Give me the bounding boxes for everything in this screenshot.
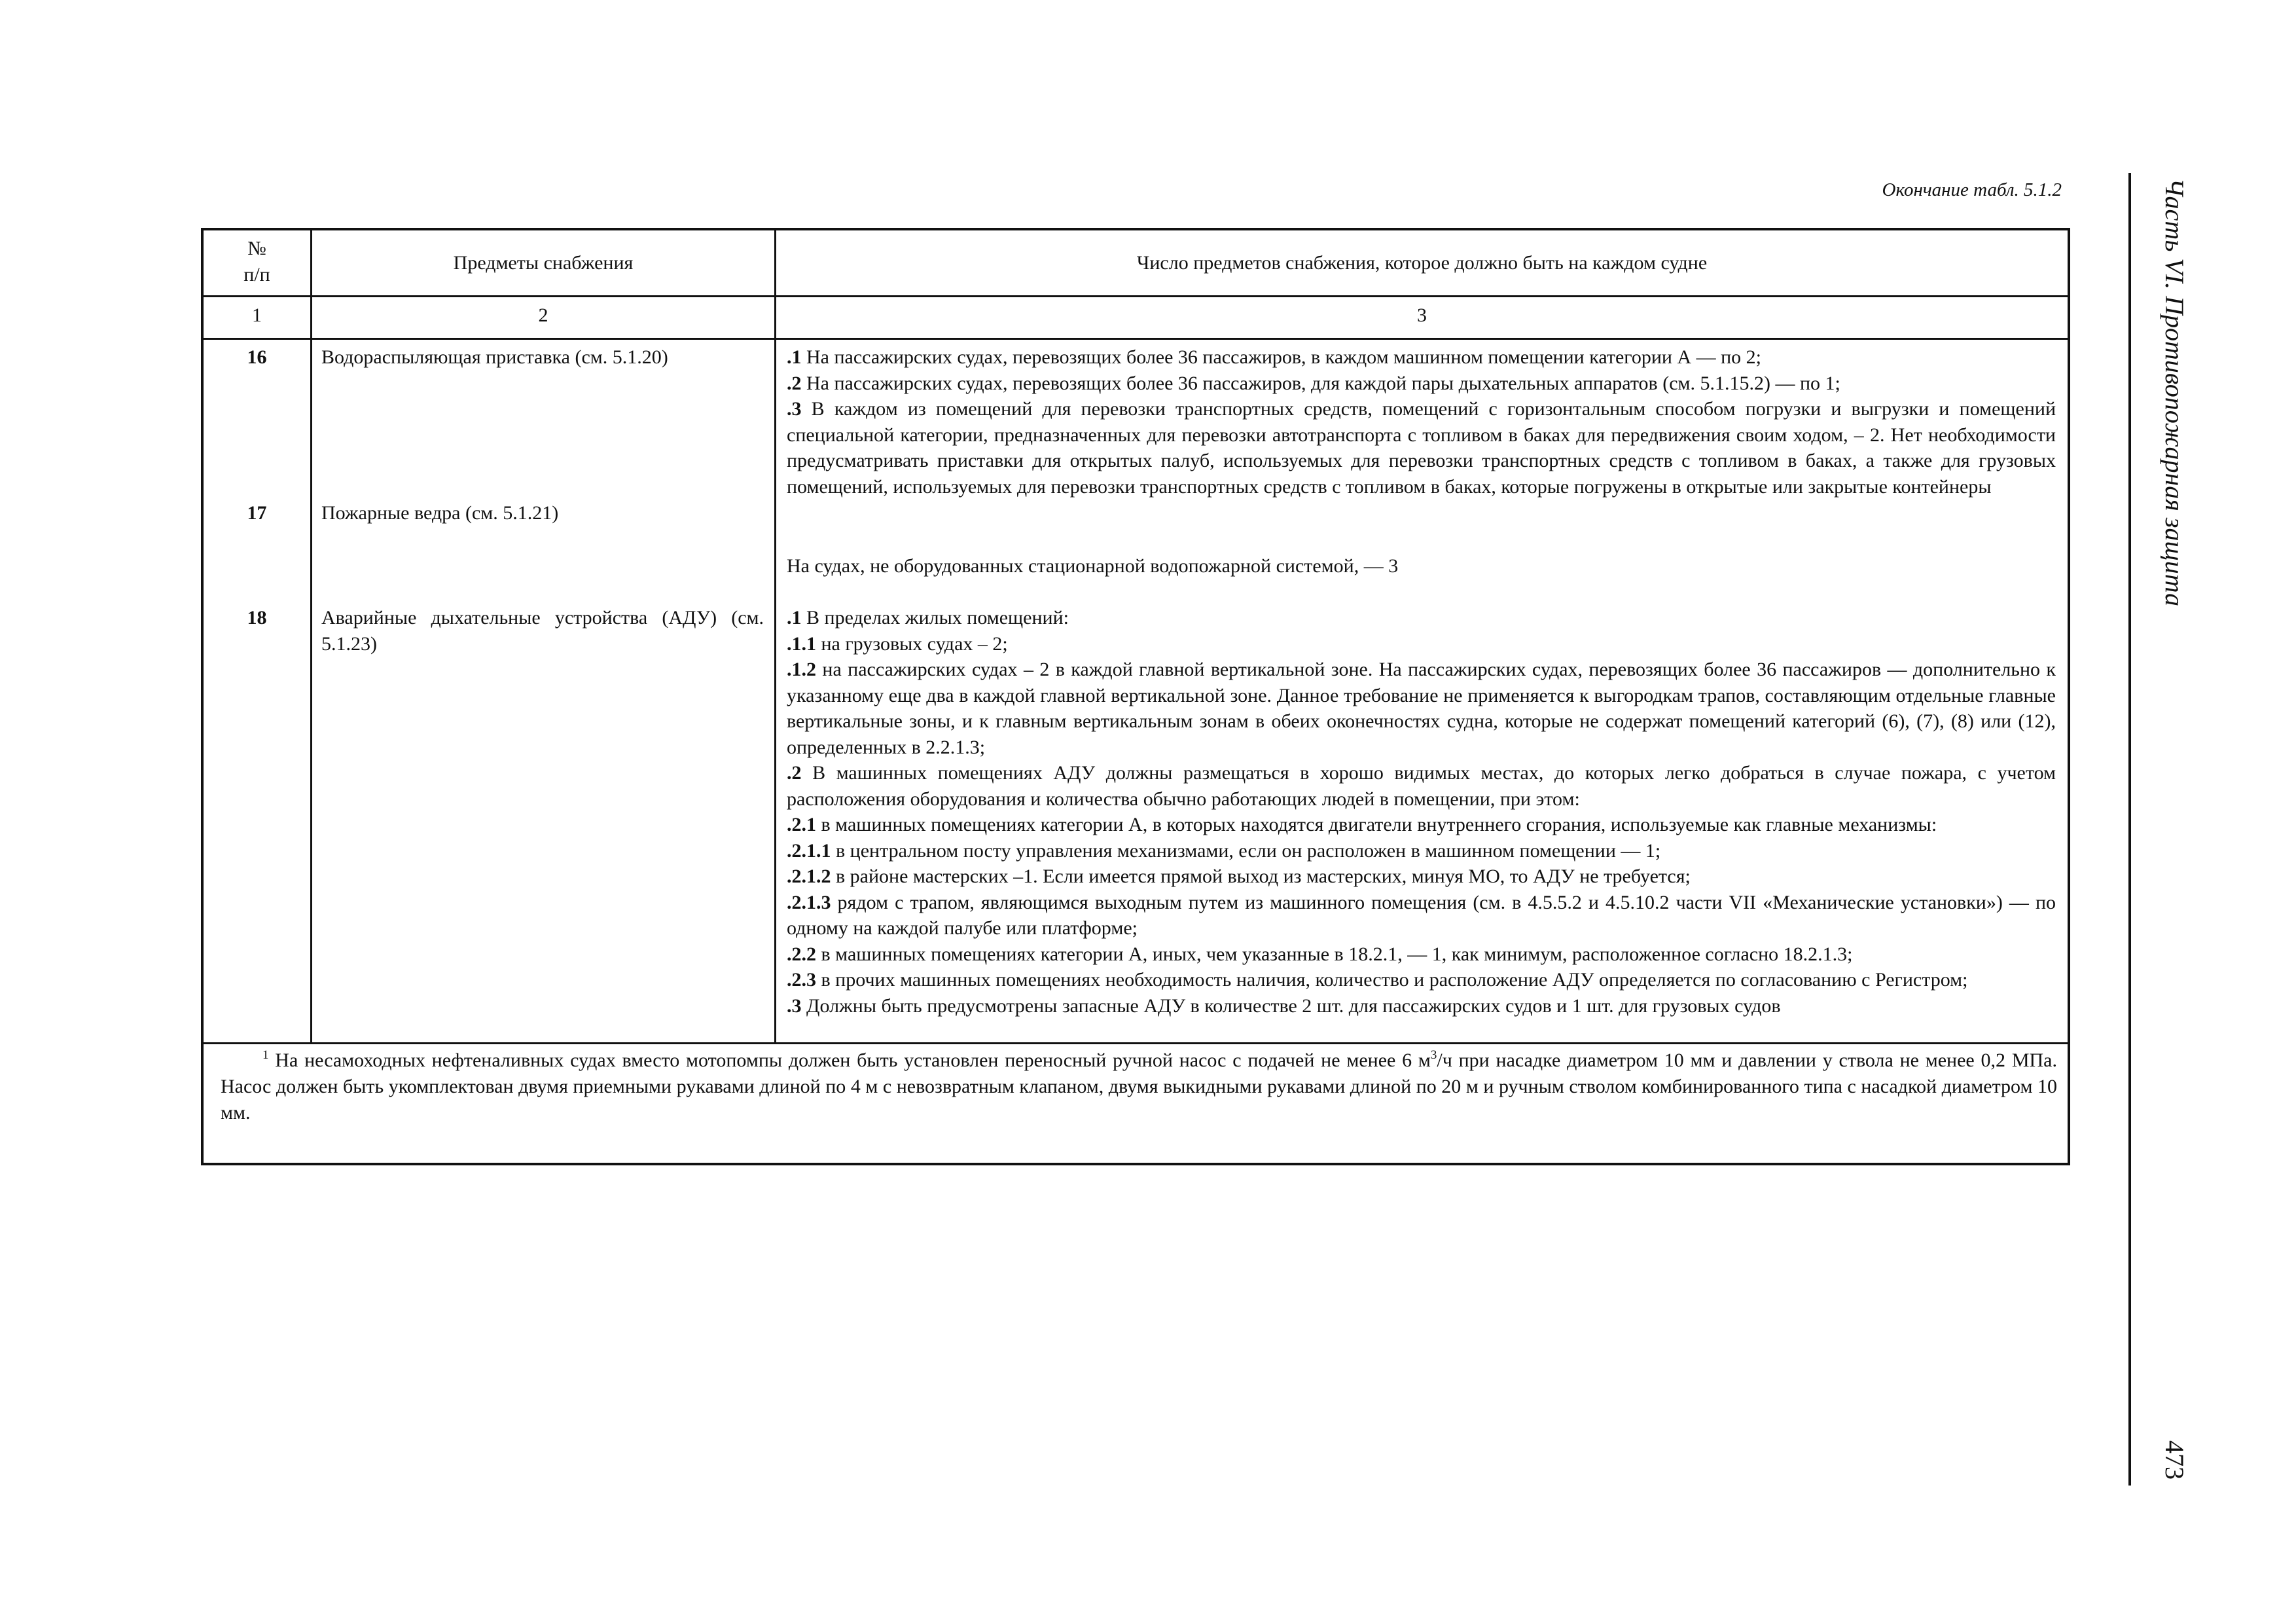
row-16-num: 16 — [247, 346, 267, 368]
row-16-para: .3 В каждом из помещений для перевозки транспортных средств, помещений с горизонтальным способом погрузки и выгрузки и помещений специальной категории, предназначенных для перевозки автотранспорта с топливом в баках для передвижения своим ходом, – 2. Нет необходимости предусматривать приставки для открытых палуб, используемых для перевозки транспортных средств с топливом в баках, а также для грузовых помещений, используемых для перевозки транспортных средств с топливом в баках, которые погружены в открытые или закрытые контейнеры — [787, 398, 2056, 498]
column-divider-1 — [310, 230, 312, 1044]
row-18-num: 18 — [247, 607, 267, 629]
table-caption: Окончание табл. 5.1.2 — [1882, 179, 2062, 200]
header-items: Предметы снабжения — [453, 252, 634, 274]
page-number: 473 — [2160, 1440, 2189, 1480]
row-16-para: .2 На пассажирских судах, перевозящих более 36 пассажиров, для каждой пары дыхательных аппаратов (см. 5.1.15.2) — по 1; — [787, 372, 1840, 394]
row-18-para: .2.1.2 в районе мастерских –1. Если имеется прямой выход из мастерских, минуя МО, то АДУ не требуется; — [787, 866, 1691, 887]
row-18-para: .2.1 в машинных помещениях категории А, в которых находятся двигатели внутреннего сгорания, используемые как главные механизмы: — [787, 814, 1937, 835]
col-number-1: 1 — [252, 304, 262, 326]
row-16-item: Водораспыляющая приставка (см. 5.1.20) — [321, 346, 668, 368]
col-number-2: 2 — [538, 304, 548, 326]
margin-rule — [2128, 173, 2131, 1486]
row-17-quantity: На судах, не оборудованных стационарной водопожарной системой, — 3 — [787, 555, 1399, 577]
row-18-para: .1.2 на пассажирских судах – 2 в каждой главной вертикальной зоне. На пассажирских судах, перевозящих более 36 пассажиров — дополнительно к указанному еще два в каждой главной вертикальной зоне. Данное требование не применяется к выгородкам трапов, составляющим отдельные главные вертикальные зоны, и к главным вертикальным зонам в обеих оконечностях судна, которые не содержат помещений категорий (6), (7), (8) или (12), определенных в 2.2.1.3; — [787, 659, 2056, 758]
row-18-item: Аварийные дыхательные устройства (АДУ) (см. 5.1.23) — [321, 607, 764, 655]
row-18-para: .2.3 в прочих машинных помещениях необходимость наличия, количество и расположение АДУ определяется по согласованию с Регистром; — [787, 969, 1968, 991]
row-18-para: .1 В пределах жилых помещений: — [787, 607, 1069, 629]
row-18-para: .2.1.3 рядом с трапом, являющимся выходным путем из машинного помещения (см. в 4.5.5.2 и 4.5.10.2 части VII «Механические установки») — по одному на каждой палубе или платформе; — [787, 891, 2056, 939]
row-16-para: .1 На пассажирских судах, перевозящих более 36 пассажиров, в каждом машинном помещении категории А — по 2; — [787, 346, 1761, 368]
column-divider-2 — [774, 230, 776, 1044]
header-quantity: Число предметов снабжения, которое должно быть на каждом судне — [1136, 252, 1708, 274]
row-17-num: 17 — [247, 502, 267, 524]
header-num-line1: № — [247, 238, 266, 259]
row-18-quantity — [787, 605, 2056, 1019]
footnote-mark: 1 — [262, 1048, 269, 1062]
header-num — [204, 236, 310, 287]
running-title: Часть VI. Противопожарная защита — [2160, 178, 2189, 607]
row-18-para: .2.1.1 в центральном посту управления механизмами, если он расположен в машинном помещении — 1; — [787, 839, 1661, 862]
row-18-para: .1.1 на грузовых судах – 2; — [787, 632, 1008, 655]
footnote-text: На несамоходных нефтеналивных судах вместо мотопомпы должен быть установлен переносный ручной насос с подачей не менее 6 м — [268, 1049, 1431, 1071]
col-number-divider — [204, 338, 2068, 340]
row-18-para: .3 Должны быть предусмотрены запасные АДУ в количестве 2 шт. для пассажирских судов и 1 шт. для грузовых судов — [787, 994, 1781, 1017]
col-number-3: 3 — [1417, 304, 1427, 326]
table-footnote — [221, 1048, 2057, 1126]
footnote-divider — [204, 1042, 2068, 1044]
header-divider — [204, 295, 2068, 297]
row-17-item: Пожарные ведра (см. 5.1.21) — [321, 502, 559, 524]
footnote-text-cont: /ч при насадке диаметром 10 мм и давлении у ствола не менее 0,2 МПа. Насос должен быть укомплектован двумя приемными рукавами длиной по 4 м с невозвратным клапаном, двумя выкидными рукавами длиной по 20 м и ручным стволом комбинированного типа с насадкой диаметром 10 мм. — [221, 1049, 2057, 1123]
row-18-para: .2.2 в машинных помещениях категории А, иных, чем указанные в 18.2.1, — 1, как минимум, расположенное согласно 18.2.1.3; — [787, 943, 1853, 965]
row-18-para: .2 В машинных помещениях АДУ должны размещаться в хорошо видимых местах, до которых легко добраться в случае пожара, с учетом расположения оборудования и количества обычно работающих людей в помещении, при этом: — [787, 762, 2056, 810]
row-16-quantity — [787, 344, 2056, 500]
header-num-line2: п/п — [243, 263, 270, 285]
footnote-superscript: 3 — [1430, 1048, 1437, 1062]
supplies-table — [201, 228, 2070, 1165]
